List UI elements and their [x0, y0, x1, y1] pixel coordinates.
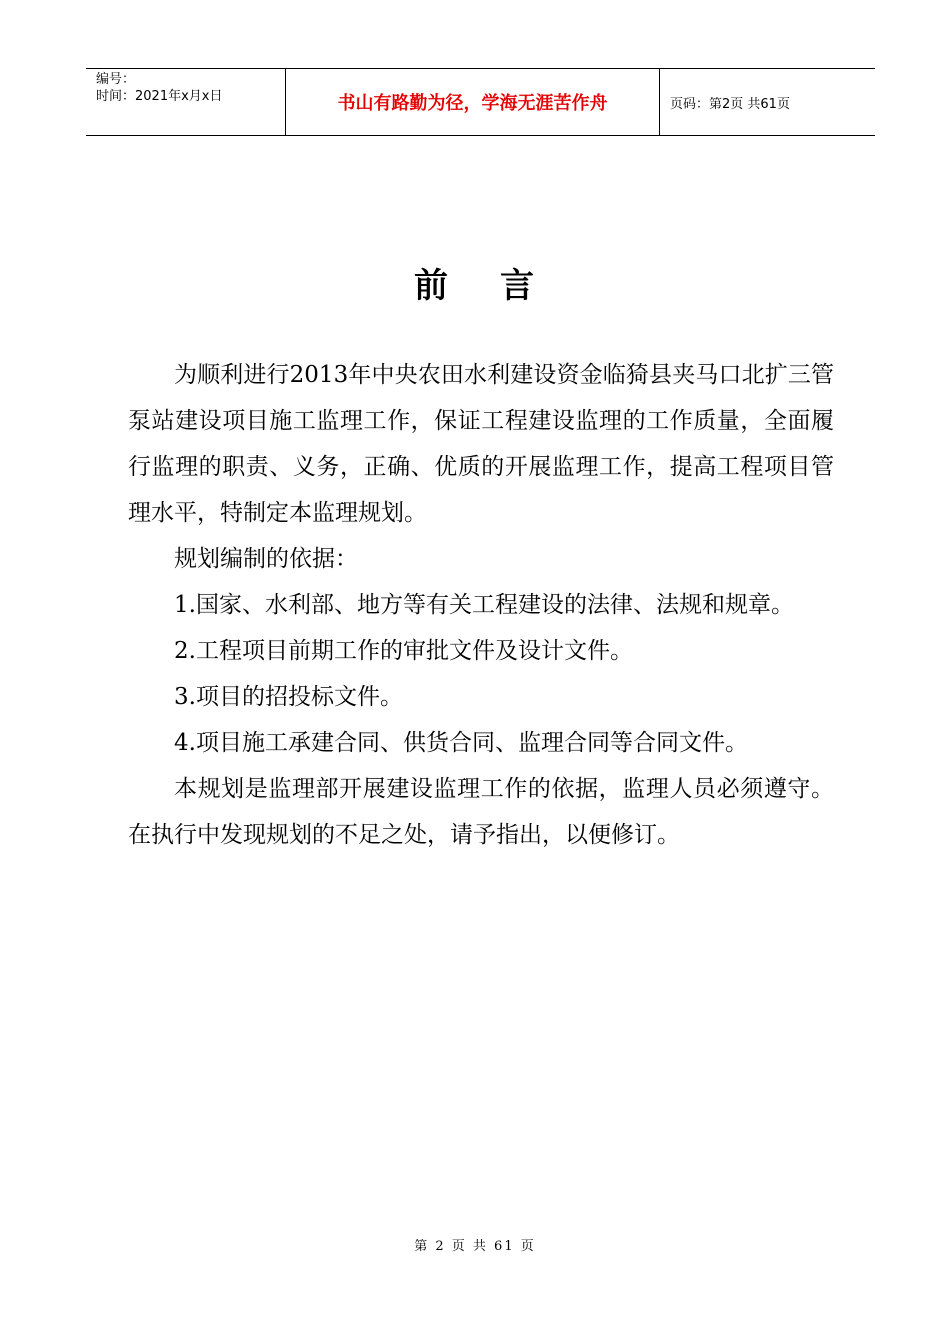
page-footer: 第 2 页 共 61 页: [414, 1239, 536, 1254]
closing-paragraph: 本规划是监理部开展建设监理工作的依据，监理人员必须遵守。在执行中发现规划的不足之处，请予指出，以便修订。: [128, 776, 834, 848]
number-label: 编号：: [96, 72, 136, 87]
basis-item-3: 3.项目的招投标文件。: [174, 684, 403, 710]
page-title: [0, 258, 950, 307]
title-char-left: 前: [414, 266, 450, 306]
header-meta-cell: [86, 69, 286, 135]
basis-item-2: 2.工程项目前期工作的审批文件及设计文件。: [174, 638, 633, 664]
document-body: [128, 352, 834, 858]
intro-paragraph: 为顺利进行2013年中央农田水利建设资金临猗县夹马口北扩三管泵站建设项目施工监理工作，保证工程建设监理的工作质量，全面履行监理的职责、义务，正确、优质的开展监理工作，提高工程项目管理水平，特制定本监理规划。: [128, 362, 834, 526]
basis-item-1: 1.国家、水利部、地方等有关工程建设的法律、法规和规章。: [174, 592, 794, 618]
page-header: [86, 68, 875, 136]
header-motto: 书山有路勤为径，学海无涯苦作舟: [286, 69, 660, 135]
basis-heading: 规划编制的依据：: [174, 546, 358, 572]
basis-item-4: 4.项目施工承建合同、供货合同、监理合同等合同文件。: [174, 730, 748, 756]
time-label: 时间：2021年x月x日: [96, 89, 223, 104]
header-page-info: 页码：第2页 共61页: [670, 96, 790, 112]
title-char-right: 言: [500, 266, 536, 306]
